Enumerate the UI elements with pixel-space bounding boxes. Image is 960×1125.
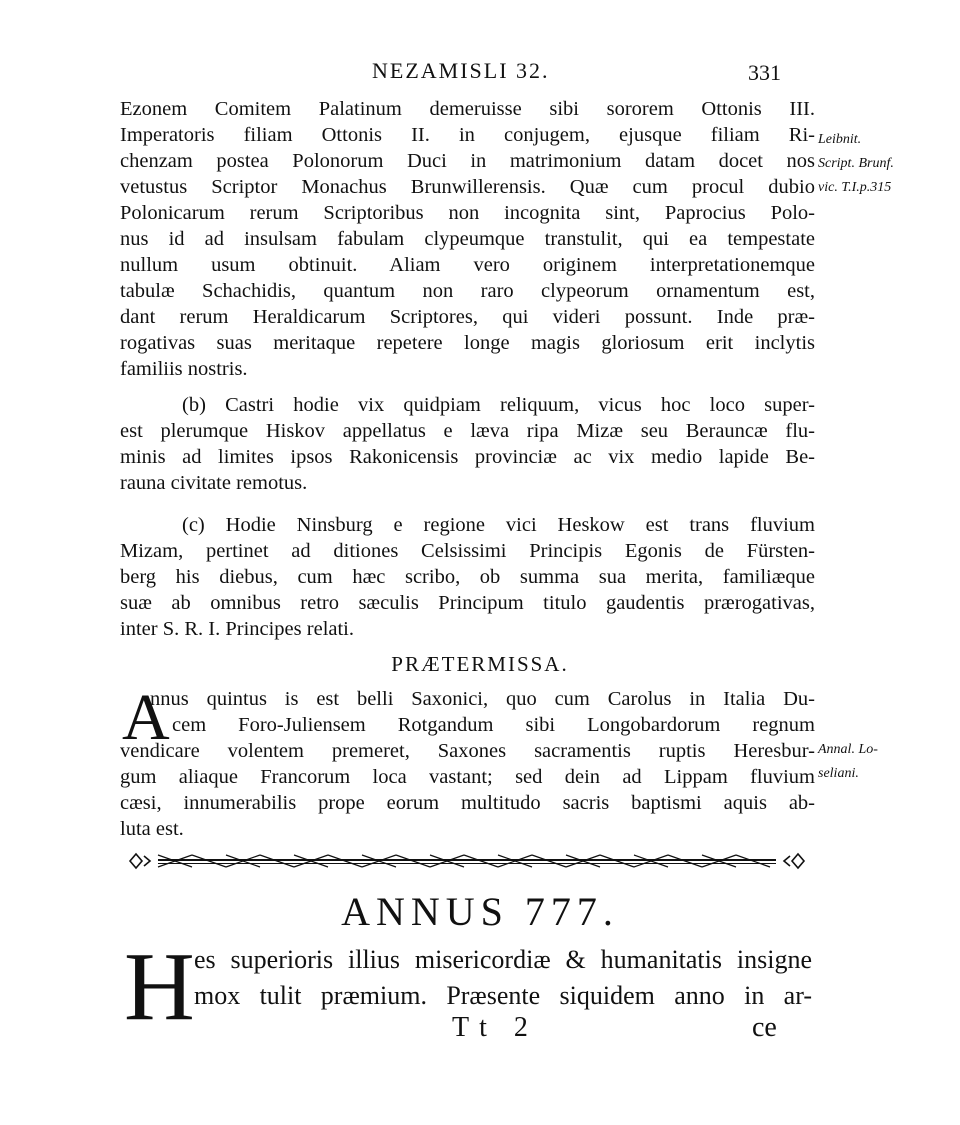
text-line: es superioris illius misericordiæ & humanitatis insigne <box>194 945 812 974</box>
text-line: mox tulit præmium. Præsente siquidem anno in ar- <box>194 981 812 1010</box>
annus-paragraph <box>194 942 812 1014</box>
drop-cap-h: H <box>124 933 195 1041</box>
margin-note-line: vic. T.I.p.315 <box>818 180 892 195</box>
margin-note-line: Leibnit. <box>818 132 862 147</box>
text-line: vetustus Scriptor Monachus Brunwillerensis. Quæ cum procul dubio <box>120 176 815 198</box>
text-line: dant rerum Heraldicarum Scriptores, qui videri possunt. Inde præ- <box>120 306 815 328</box>
ornamental-rule <box>122 850 812 872</box>
text-line: Imperatoris filiam Ottonis II. in conjugem, ejusque filiam Ri- <box>120 124 815 146</box>
text-line: luta est. <box>120 818 184 840</box>
text-line: nnus quintus is est belli Saxonici, quo cum Carolus in Italia Du- <box>150 688 815 710</box>
margin-note-annales <box>818 738 960 786</box>
text-line: Polonicarum rerum Scriptoribus non incognita sint, Paprocius Polo- <box>120 202 815 224</box>
footnote-b <box>120 392 815 496</box>
text-line: minis ad limites ipsos Rakonicensis provinciæ ac vix medio lapide Be- <box>120 446 815 468</box>
text-line: cem Foro-Juliensem Rotgandum sibi Longobardorum regnum <box>172 714 815 736</box>
text-line: (c) Hodie Ninsburg e regione vici Heskow est trans fluvium <box>182 514 815 536</box>
drop-cap-a: A <box>122 681 170 754</box>
text-line: cæsi, innumerabilis prope eorum multitudo sacris baptismi aquis ab- <box>120 792 815 814</box>
text-line: Mizam, pertinet ad ditiones Celsissimi Principis Egonis de Fürsten- <box>120 540 815 562</box>
margin-note-line: Script. Brunf. <box>818 156 894 171</box>
text-line: gum aliaque Francorum loca vastant; sed dein ad Lippam fluvium <box>120 766 815 788</box>
section-heading-praetermissa: PRÆTERMISSA. <box>391 652 569 676</box>
footnote-c <box>120 512 815 642</box>
running-title: NEZAMISLI 32. <box>372 58 550 83</box>
text-line: rauna civitate remotus. <box>120 472 308 494</box>
chapter-heading-annus: ANNUS 777. <box>341 889 619 934</box>
catchword: ce <box>752 1012 777 1043</box>
text-line: tabulæ Schachidis, quantum non raro clypeorum ornamentum est, <box>120 280 815 302</box>
text-line: (b) Castri hodie vix quidpiam reliquum, vicus hoc loco super- <box>182 394 815 416</box>
text-line: rogativas suas meritaque repetere longe magis gloriosum erit inclytis <box>120 332 815 354</box>
text-line: vendicare volentem premeret, Saxones sacramentis ruptis Heresbur- <box>120 740 815 762</box>
text-line: familiis nostris. <box>120 358 248 380</box>
text-line: suæ ab omnibus retro sæculis Principum titulo gaudentis prærogativas, <box>120 592 815 614</box>
text-line: inter S. R. I. Principes relati. <box>120 618 354 640</box>
text-line: Ezonem Comitem Palatinum demeruisse sibi sororem Ottonis III. <box>120 98 815 120</box>
margin-note-leibnitz <box>818 128 960 200</box>
text-line: berg his diebus, cum hæc scribo, ob summa sua merita, familiæque <box>120 566 815 588</box>
text-line: est plerumque Hiskov appellatus e læva ripa Mizæ seu Berauncæ flu- <box>120 420 815 442</box>
signature-mark: Tt 2 <box>452 1012 538 1043</box>
praetermissa-paragraph <box>120 681 815 842</box>
page-number: 331 <box>748 60 781 85</box>
running-head <box>0 58 960 88</box>
text-line: nus id ad insulsam fabulam clypeumque transtulit, qui ea tempestate <box>120 228 815 250</box>
text-line: nullum usum obtinuit. Aliam vero originem interpretationemque <box>120 254 815 276</box>
text-line: chenzam postea Polonorum Duci in matrimonium datam docet nos <box>120 150 815 172</box>
page-footer <box>0 1012 960 1052</box>
margin-note-line: seliani. <box>818 766 859 781</box>
paragraph-continuation <box>120 96 815 382</box>
margin-note-line: Annal. Lo- <box>818 742 878 757</box>
